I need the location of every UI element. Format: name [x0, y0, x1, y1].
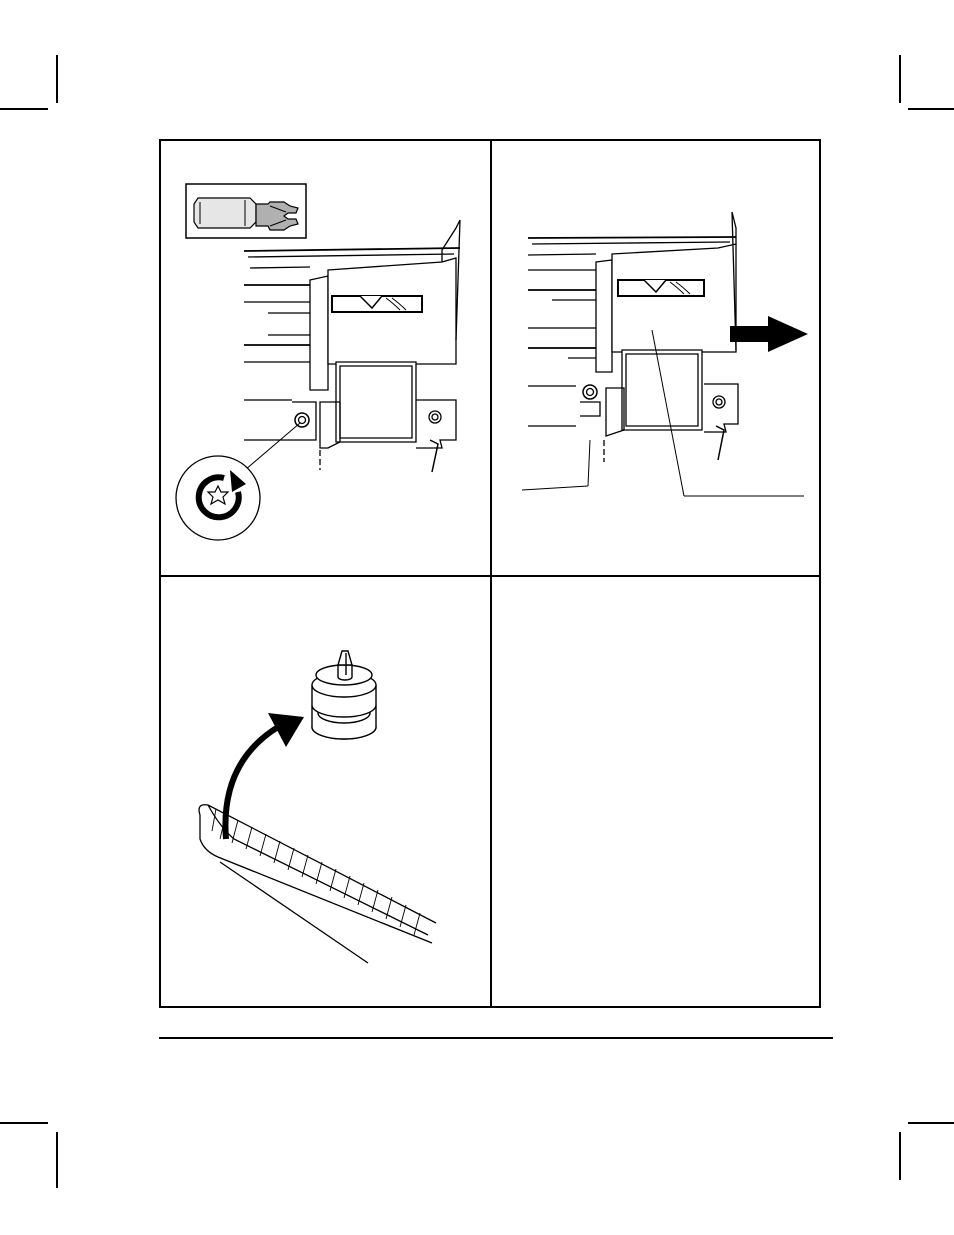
panel-2-slide-assembly: [492, 140, 821, 575]
torx-bit-icon: [186, 184, 306, 238]
panel-4-blank: [492, 577, 821, 1007]
crop-mark-top-left-v: [56, 55, 58, 103]
crop-mark-bottom-right-h: [908, 1122, 954, 1124]
crop-mark-top-right-h: [908, 108, 954, 110]
rotate-arrow-icon: [176, 456, 260, 540]
panel-1-remove-screw: [160, 140, 490, 575]
pulley: [312, 651, 376, 739]
panel-3-install-belt: [160, 577, 490, 1007]
crop-mark-bottom-left-v: [56, 1132, 58, 1188]
crop-mark-top-right-v: [899, 55, 901, 103]
crop-mark-bottom-left-h: [0, 1122, 48, 1124]
crop-mark-bottom-right-v: [899, 1132, 901, 1180]
right-arrow-icon: [730, 316, 808, 352]
footer-rule: [159, 1037, 833, 1039]
carriage-mechanism: [244, 220, 460, 472]
timing-belt: [199, 805, 436, 963]
crop-mark-top-left-h: [0, 108, 48, 110]
carriage-mechanism-2: [522, 212, 804, 496]
